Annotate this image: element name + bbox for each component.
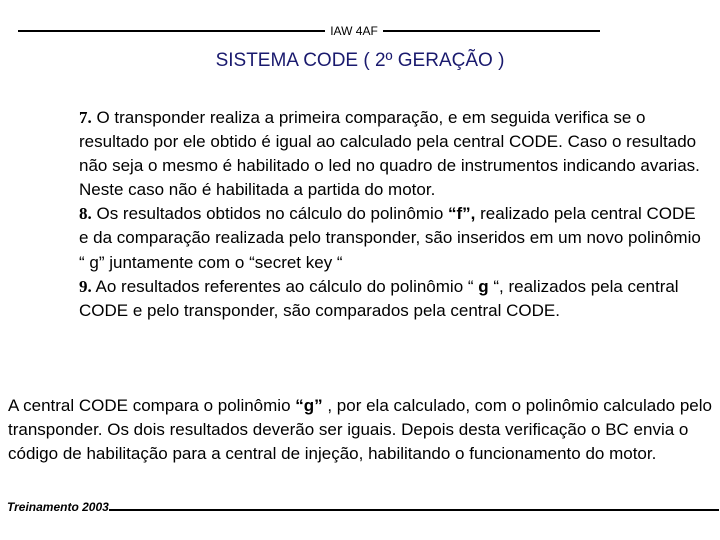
summary-text: A central CODE compara o polinômio xyxy=(8,396,296,415)
numbered-steps xyxy=(79,106,709,323)
summary-text-continued: , por ela calculado, com o polinômio calculado pelo transponder. Os dois resultados deverão ser iguais. Depois desta verificação o BC envia o código de habilitação para a central de injeção, habilitando o funcionamento do motor. xyxy=(8,396,712,463)
page-title: SISTEMA CODE ( 2º GERAÇÃO ) xyxy=(215,50,505,71)
step-text-continued: “, realizados pela central CODE e pelo transponder, são comparados pela central CODE. xyxy=(79,276,679,320)
step-8 xyxy=(79,202,709,274)
header-rule-left xyxy=(18,30,325,32)
step-number: 9. xyxy=(79,276,92,296)
step-bold-term: g xyxy=(478,276,489,296)
step-7 xyxy=(79,106,709,202)
step-bold-term: “f”, xyxy=(448,204,476,224)
step-9 xyxy=(79,275,709,323)
footer-label: Treinamento 2003 xyxy=(7,500,109,514)
step-text: O transponder realiza a primeira comparação, e em seguida verifica se o resultado por ele obtido é igual ao calculado pela central CODE. Caso o resultado não seja o mesmo é habilitado o led no quadro de instrumentos indicando avarias. Neste caso não é habilitada a partida do motor. xyxy=(79,108,700,200)
step-number: 7. xyxy=(79,108,92,127)
step-text: Os resultados obtidos no cálculo do polinômio xyxy=(91,204,449,224)
step-text-continued: realizado pela central CODE e da comparação realizada pelo transponder, são inseridos em um novo polinômio “ g” juntamente com o “secret key “ xyxy=(79,204,701,272)
step-number: 8. xyxy=(79,204,92,224)
header-rule-right xyxy=(383,30,600,32)
footer-rule xyxy=(109,509,719,511)
header-label: IAW 4AF xyxy=(330,24,378,38)
summary-paragraph xyxy=(8,394,714,466)
footer xyxy=(7,496,719,514)
summary-bold-term: “g” xyxy=(295,396,323,415)
step-text: Ao resultados referentes ao cálculo do polinômio “ xyxy=(91,276,479,296)
